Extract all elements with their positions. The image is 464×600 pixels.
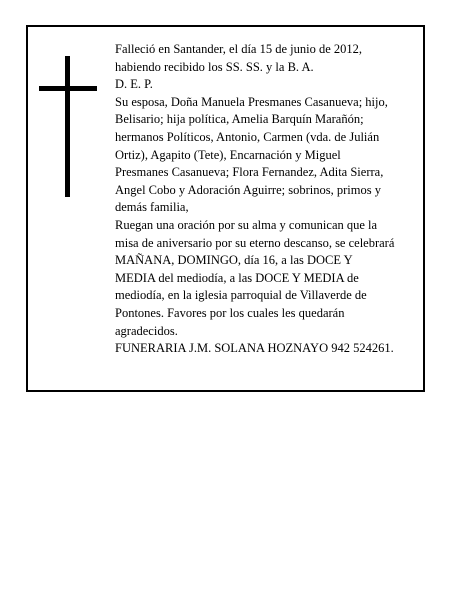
cross-horizontal-bar — [39, 86, 97, 91]
notice-line: FUNERARIA J.M. SOLANA HOZNAYO 942 524261. — [115, 341, 394, 356]
notice-line: Angel Cobo y Adoración Aguirre; sobrinos, primos y — [115, 182, 381, 197]
notice-line: Su esposa, Doña Manuela Presmanes Casanueva; hijo, — [115, 94, 388, 109]
notice-line: Pontones. Favores por los cuales les quedarán — [115, 305, 345, 320]
notice-line: Ruegan una oración por su alma y comunican que la — [115, 217, 378, 232]
notice-line: hermanos Políticos, Antonio, Carmen (vda. de Julián — [115, 129, 380, 144]
cross-vertical-bar — [65, 56, 70, 197]
notice-text — [115, 41, 427, 358]
obituary-notice — [26, 25, 425, 392]
notice-line: misa de aniversario por su eterno descanso, se celebrará — [115, 235, 395, 250]
notice-line: MAÑANA, DOMINGO, día 16, a las DOCE Y — [115, 253, 353, 268]
notice-line: D. E. P. — [115, 77, 153, 92]
notice-line: Belisario; hija política, Amelia Barquín Marañón; — [115, 112, 364, 127]
notice-line: mediodía, en la iglesia parroquial de Villaverde de — [115, 288, 367, 303]
notice-line: demás familia, — [115, 200, 189, 215]
notice-line: MEDIA del mediodía, a las DOCE Y MEDIA de — [115, 270, 359, 285]
latin-cross-icon — [39, 56, 97, 197]
notice-line: agradecidos. — [115, 323, 178, 338]
notice-line: Falleció en Santander, el día 15 de junio de 2012, — [115, 42, 363, 56]
notice-line: Presmanes Casanueva; Flora Fernandez, Adita Sierra, — [115, 165, 384, 180]
notice-line: Ortiz), Agapito (Tete), Encarnación y Miguel — [115, 147, 341, 162]
notice-line: habiendo recibido los SS. SS. y la B. A. — [115, 59, 314, 74]
